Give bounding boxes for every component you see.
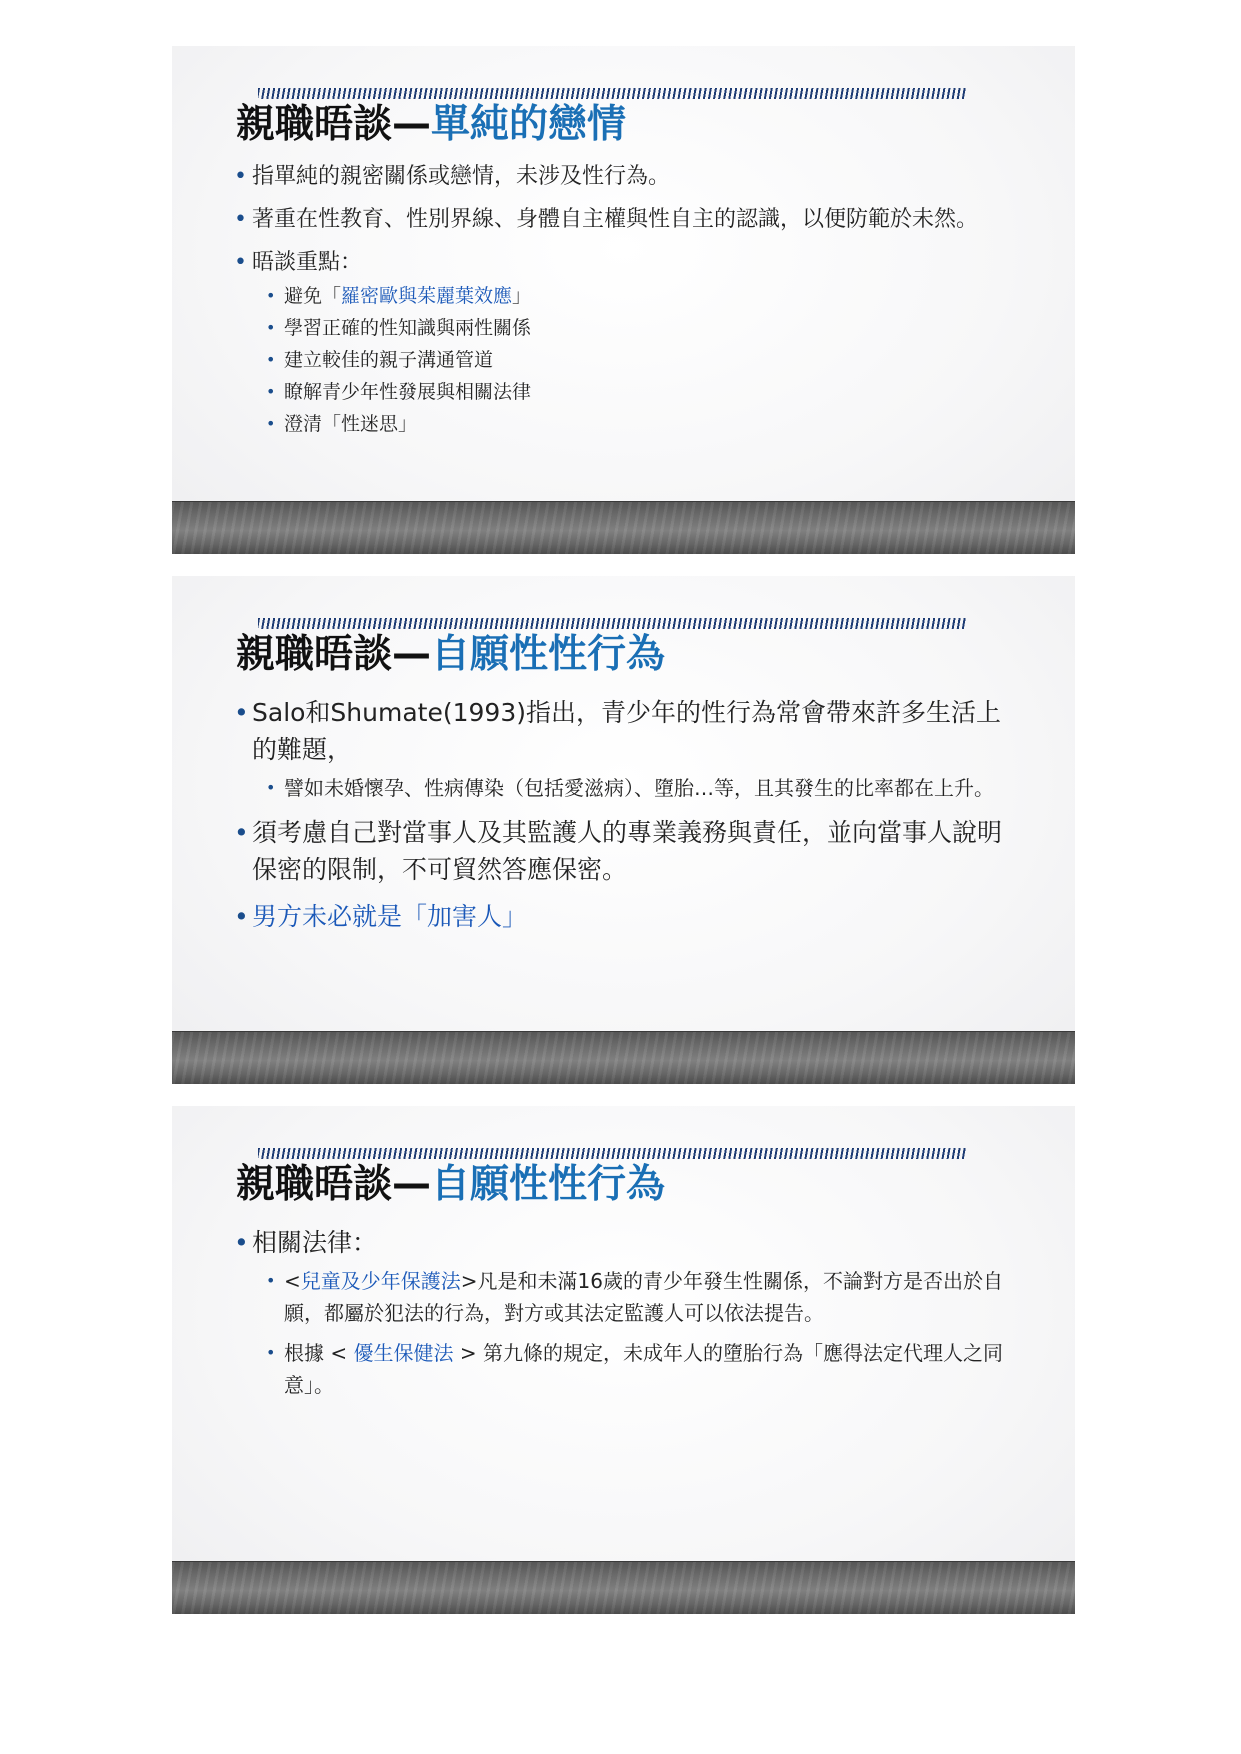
- text-segment: >凡是和未滿16歲的青少年發生性關係，不論對方是否出於自願，都屬於犯法的行為，對方或其法定監護人可以依法提告。: [284, 1269, 1003, 1325]
- sub-bullet-item: • 建立較佳的親子溝通管道: [266, 344, 1013, 376]
- slide-1: [172, 46, 1075, 554]
- slide-title: [236, 100, 626, 150]
- text-segment: 」: [512, 285, 532, 307]
- bullet-item: • 須考慮自己對當事人及其監護人的專業義務與責任，並向當事人說明保密的限制，不可貿然答應保密。: [234, 814, 1013, 888]
- slide-title: [236, 630, 665, 680]
- bullet-item: • Salo和Shumate(1993)指出，青少年的性行為常會帶來許多生活上的難題，: [234, 694, 1013, 768]
- text-segment: 避免「: [284, 285, 342, 307]
- sub-bullet-item: [266, 1265, 1013, 1329]
- slide-title: [236, 1160, 665, 1210]
- bullet-item: • 指單純的親密關係或戀情，未涉及性行為。: [234, 161, 1013, 192]
- sub-bullet-item: • 瞭解青少年性發展與相關法律: [266, 376, 1013, 408]
- text-segment: > 第九條的規定，未成年人的墮胎行為「應得法定代理人之同意」。: [284, 1341, 1003, 1397]
- slide-footer-bar: [172, 501, 1075, 554]
- sub-bullet-item: [266, 280, 1013, 312]
- title-topic: 自願性性行為: [431, 632, 666, 677]
- sub-bullet-item: • 澄清「性迷思」: [266, 408, 1013, 440]
- bullet-item: • 著重在性教育、性別界線、身體自主權與性自主的認識，以便防範於未然。: [234, 204, 1013, 235]
- sub-bullet-item: [266, 1337, 1013, 1401]
- title-stripe: [258, 88, 966, 99]
- title-topic: 自願性性行為: [431, 1162, 666, 1207]
- title-topic: 單純的戀情: [431, 102, 627, 147]
- law-name-link: 兒童及少年保護法: [300, 1269, 461, 1293]
- highlighted-term: 羅密歐與茱麗葉效應: [341, 285, 513, 307]
- sub-bullet-item: • 譬如未婚懷孕、性病傳染（包括愛滋病）、墮胎…等，且其發生的比率都在上升。: [266, 772, 1013, 804]
- title-stripe: [258, 618, 966, 629]
- slide-footer-bar: [172, 1031, 1075, 1084]
- title-prefix: 親職晤談—: [236, 632, 432, 677]
- title-stripe: [258, 1148, 966, 1159]
- slide-2: [172, 576, 1075, 1084]
- title-prefix: 親職晤談—: [236, 102, 432, 147]
- slide-content: [234, 161, 1013, 440]
- slide-content: [234, 694, 1013, 945]
- law-name-link: 優生保健法: [353, 1341, 454, 1365]
- text-segment: <: [284, 1269, 301, 1293]
- text-segment: 根據 <: [284, 1341, 354, 1365]
- bullet-item: • 男方未必就是「加害人」: [234, 898, 1013, 935]
- title-prefix: 親職晤談—: [236, 1162, 432, 1207]
- slide-3: [172, 1106, 1075, 1614]
- bullet-item: • 晤談重點：: [234, 247, 1013, 278]
- bullet-item: • 相關法律：: [234, 1224, 1013, 1261]
- slide-footer-bar: [172, 1561, 1075, 1614]
- slide-content: [234, 1224, 1013, 1409]
- sub-bullet-item: • 學習正確的性知識與兩性關係: [266, 312, 1013, 344]
